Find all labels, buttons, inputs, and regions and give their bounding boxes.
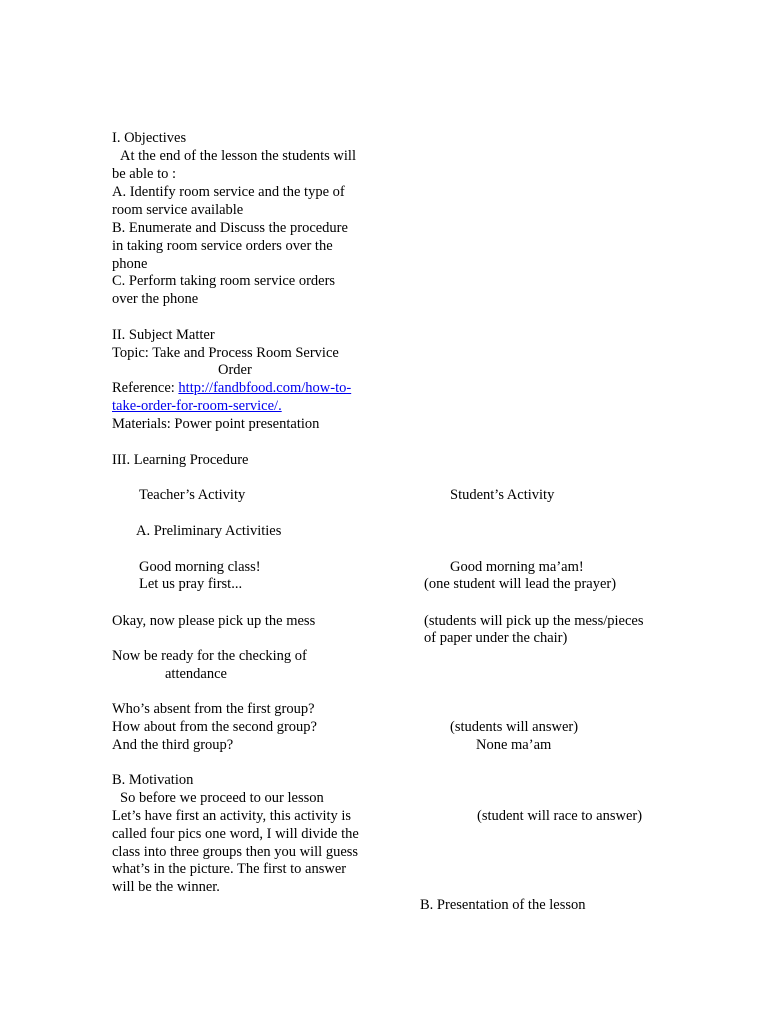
materials-line: Materials: Power point presentation bbox=[112, 416, 320, 432]
motivation-line-2: Let’s have first an activity, this activity is bbox=[112, 808, 352, 824]
topic-line-1: Topic: Take and Process Room Service bbox=[112, 345, 339, 361]
motivation-line-5: what’s in the picture. The first to answer bbox=[112, 861, 347, 877]
teacher-absent-second-group: How about from the second group? bbox=[112, 719, 317, 735]
student-prayer: (one student will lead the prayer) bbox=[424, 576, 617, 592]
student-answer: (students will answer) bbox=[450, 719, 579, 735]
reference-link-continued[interactable]: take-order-for-room-service/. bbox=[112, 398, 282, 414]
motivation-line-6: will be the winner. bbox=[112, 879, 220, 895]
subject-matter-heading: II. Subject Matter bbox=[112, 327, 215, 343]
objective-a-line-1: A. Identify room service and the type of bbox=[112, 184, 345, 200]
student-activity-header: Student’s Activity bbox=[450, 487, 555, 503]
student-pick-mess-line-2: of paper under the chair) bbox=[424, 630, 568, 646]
student-none-absent: None ma’am bbox=[476, 737, 552, 753]
reference-label: Reference: bbox=[112, 380, 179, 396]
reference-line bbox=[112, 379, 351, 397]
teacher-greeting: Good morning class! bbox=[139, 559, 261, 575]
objective-b-line-3: phone bbox=[112, 256, 148, 272]
teacher-activity-header: Teacher’s Activity bbox=[139, 487, 246, 503]
topic-line-2: Order bbox=[218, 362, 252, 378]
learning-procedure-heading: III. Learning Procedure bbox=[112, 452, 249, 468]
teacher-absent-first-group: Who’s absent from the first group? bbox=[112, 701, 315, 717]
teacher-absent-third-group: And the third group? bbox=[112, 737, 234, 753]
teacher-attendance-line-1: Now be ready for the checking of bbox=[112, 648, 307, 664]
objective-b-line-1: B. Enumerate and Discuss the procedure bbox=[112, 220, 348, 236]
motivation-heading: B. Motivation bbox=[112, 772, 194, 788]
objectives-intro-line-2: be able to : bbox=[112, 166, 177, 182]
objective-c-line-1: C. Perform taking room service orders bbox=[112, 273, 336, 289]
student-greeting: Good morning ma’am! bbox=[450, 559, 584, 575]
reference-link-line-2[interactable] bbox=[112, 397, 282, 415]
teacher-prayer: Let us pray first... bbox=[139, 576, 243, 592]
presentation-heading: B. Presentation of the lesson bbox=[420, 897, 586, 913]
objectives-intro-line-1: At the end of the lesson the students will bbox=[120, 148, 356, 164]
objective-a-line-2: room service available bbox=[112, 202, 244, 218]
student-pick-mess-line-1: (students will pick up the mess/pieces bbox=[424, 613, 644, 629]
objective-c-line-2: over the phone bbox=[112, 291, 199, 307]
teacher-pick-mess: Okay, now please pick up the mess bbox=[112, 613, 316, 629]
motivation-line-1: So before we proceed to our lesson bbox=[120, 790, 324, 806]
teacher-attendance-line-2: attendance bbox=[165, 666, 227, 682]
objective-b-line-2: in taking room service orders over the bbox=[112, 238, 333, 254]
motivation-line-4: class into three groups then you will guess bbox=[112, 844, 359, 860]
motivation-line-3: called four pics one word, I will divide the bbox=[112, 826, 359, 842]
objectives-heading: I. Objectives bbox=[112, 130, 187, 146]
reference-link[interactable]: http://fandbfood.com/how-to- bbox=[178, 380, 352, 396]
student-race-to-answer: (student will race to answer) bbox=[477, 808, 643, 824]
preliminary-activities-heading: A. Preliminary Activities bbox=[136, 523, 282, 539]
